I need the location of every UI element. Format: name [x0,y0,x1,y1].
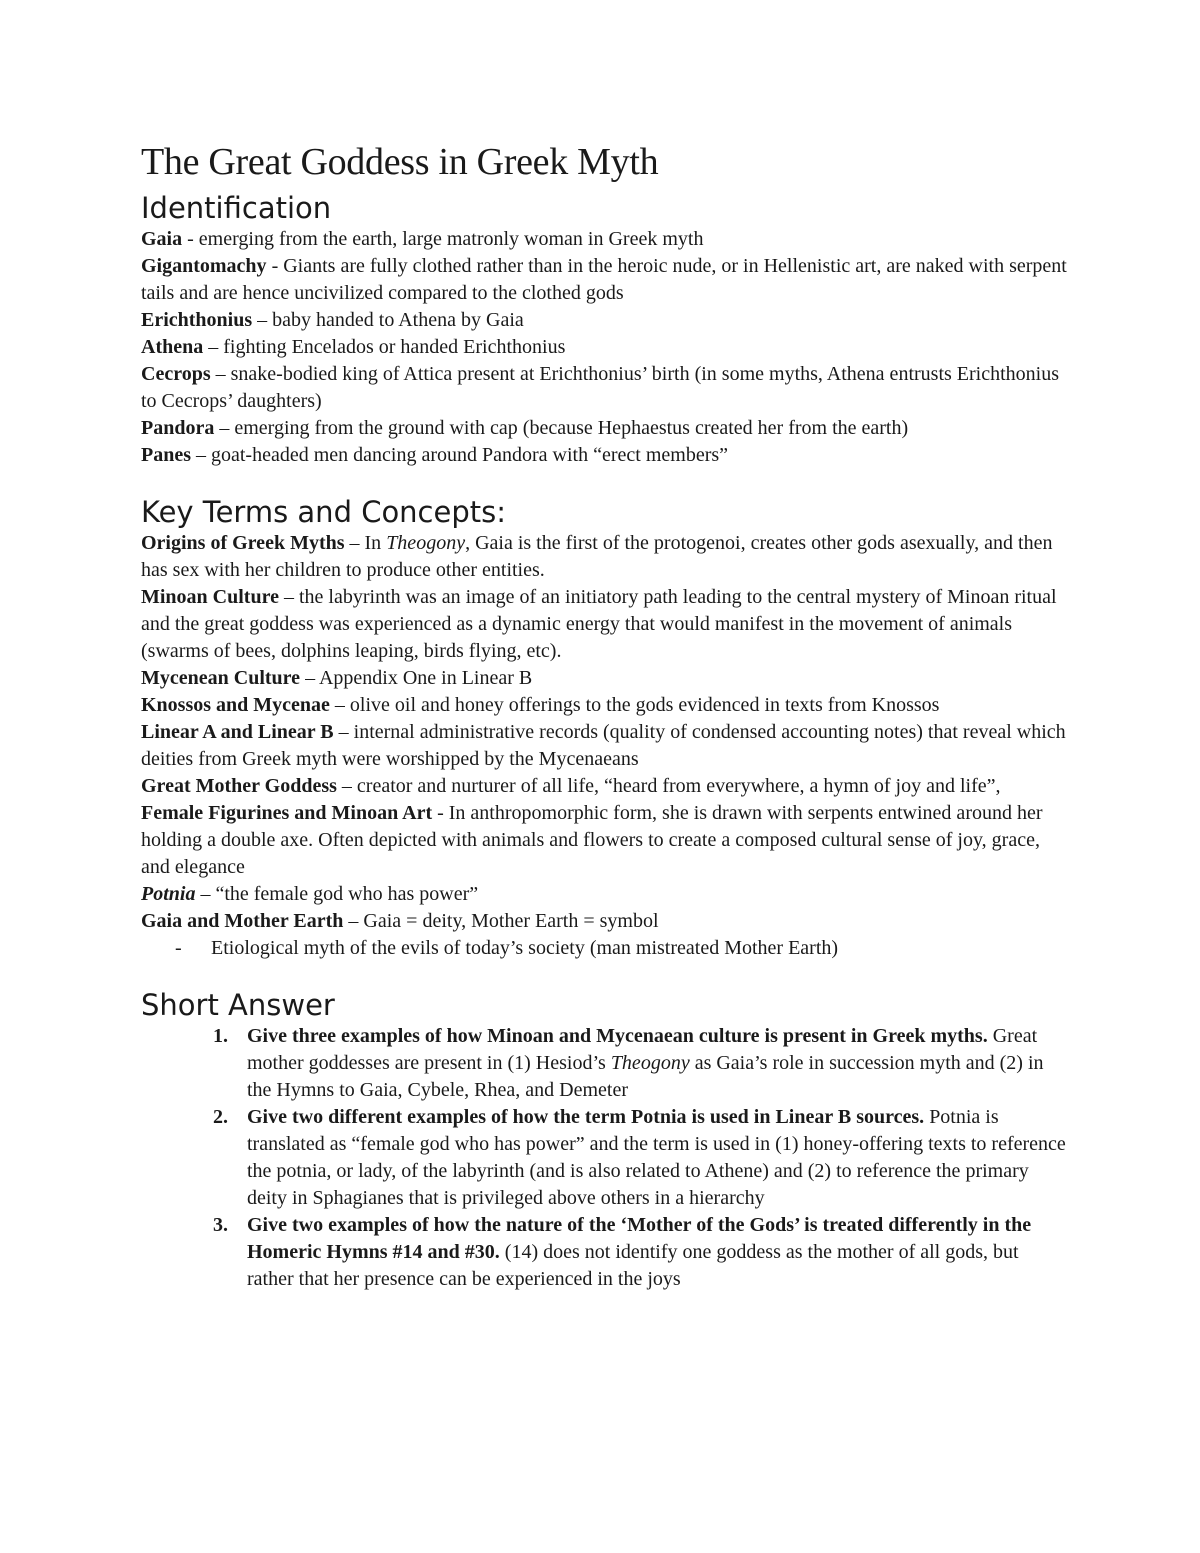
id-entry-erichthonius: Erichthonius – baby handed to Athena by Gaia [141,308,524,331]
kt-entry-female-figurines: Female Figurines and Minoan Art - In anthropomorphic form, she is drawn with serpents entwined around her holding a double axe. Often depicted with animals and flowers to create a composed cultural sense of joy, grace, and elegance [141,802,1043,879]
kt-entry-linear-a-b: Linear A and Linear B – internal administrative records (quality of condensed accounting notes) that reveal which deities from Greek myth were worshipped by the Mycenaeans [141,721,1066,771]
kt-entry-minoan-culture: Minoan Culture – the labyrinth was an image of an initiatory path leading to the central mystery of Minoan ritual and the great goddess was experienced as a dynamic energy that would manifest in the movement of animals (swarms of bees, dolphins leaping, birds flying, etc). [141,586,1057,663]
gaia-sub-list [141,935,1070,962]
id-entry-cecrops: Cecrops – snake-bodied king of Attica present at Erichthonius’ birth (in some myths, Athena entrusts Erichthonius to Cecrops’ daughters) [141,362,1059,412]
id-entry-athena: Athena – fighting Encelados or handed Erichthonius [141,335,566,358]
kt-entry-potnia: Potnia – “the female god who has power” [141,883,479,906]
short-answer-heading: Short Answer [141,988,335,1023]
key-terms-section [141,530,1070,962]
kt-entry-great-mother: Great Mother Goddess – creator and nurturer of all life, “heard from everywhere, a hymn of joy and life”, [141,775,1001,798]
id-entry-panes: Panes – goat-headed men dancing around Pandora with “erect members” [141,443,729,466]
id-entry-gigantomachy: Gigantomachy - Giants are fully clothed rather than in the heroic nude, or in Hellenistic art, are naked with serpent tails and are hence uncivilized compared to the clothed gods [141,254,1067,304]
short-answer-item-3: 3. Give two examples of how the nature of the ‘Mother of the Gods’ is treated differently in the Homeric Hymns #14 and #30. (14) does not identify one goddess as the mother of all gods, but rather that her presence can be experienced in the joys [213,1214,1032,1291]
document-title: The Great Goddess in Greek Myth [141,141,659,183]
short-answer-item-1: 1. Give three examples of how Minoan and Mycenaean culture is present in Greek myths. Great mother goddesses are present in (1) Hesiod’s Theogony as Gaia’s role in succession myth and (2) in the Hymns to Gaia, Cybele, Rhea, and Demeter [213,1025,1044,1102]
short-answer-item-2: 2. Give two different examples of how the term Potnia is used in Linear B sources. Potnia is translated as “female god who has power” and the term is used in (1) honey-offering texts to reference the potnia, or lady, of the labyrinth (and is also related to Athene) and (2) to reference the primary deity in Sphagianes that is privileged above others in a hierarchy [213,1106,1066,1210]
kt-entry-gaia-mother-earth: Gaia and Mother Earth – Gaia = deity, Mother Earth = symbol [141,910,659,933]
list-item: - Etiological myth of the evils of today’s society (man mistreated Mother Earth) [175,935,1070,962]
kt-entry-origins: Origins of Greek Myths – In Theogony, Gaia is the first of the protogenoi, creates other gods asexually, and then has sex with her children to produce other entities. [141,532,1053,582]
id-entry-pandora: Pandora – emerging from the ground with cap (because Hephaestus created her from the earth) [141,416,909,439]
key-terms-heading: Key Terms and Concepts: [141,494,507,529]
identification-heading: Identification [141,190,332,225]
id-entry-gaia: Gaia - emerging from the earth, large matronly woman in Greek myth [141,227,704,250]
kt-entry-mycenean-culture: Mycenean Culture – Appendix One in Linear B [141,667,533,690]
identification-section [141,226,1070,469]
short-answer-list [141,1023,1070,1293]
kt-entry-knossos-mycenae: Knossos and Mycenae – olive oil and honey offerings to the gods evidenced in texts from Knossos [141,694,940,717]
